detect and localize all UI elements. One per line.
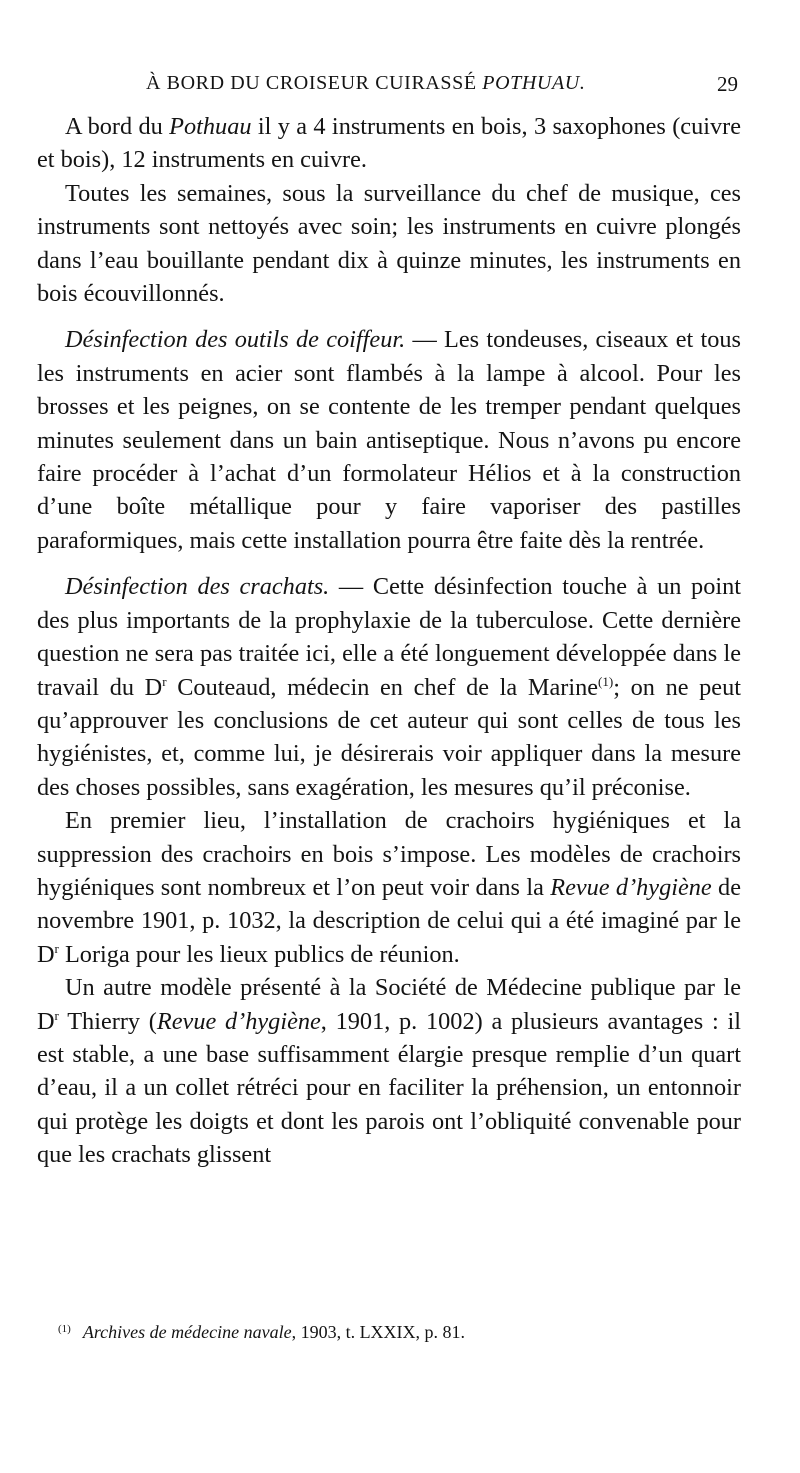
text-run: A bord du (65, 113, 170, 140)
running-title-prefix: À BORD DU CROISEUR CUIRASSÉ (146, 72, 483, 94)
journal-title: Revue d’hygiène (550, 873, 712, 901)
page-number: 29 (717, 72, 738, 96)
paragraph-barber-tools (37, 323, 741, 557)
text-run: Un autre modèle présenté à la Société de Médecine publique par le D (37, 974, 741, 1035)
text-run: ; on ne peut qu’approuver les conclusions de cet auteur qui sont celles de tous les hygiénistes, et, comme lui, je désirerais voir appliquer dans la mesure des choses possibles, sans exagération, les mesures qu’il préconise. (37, 673, 741, 801)
ship-name: Pothuau (169, 113, 252, 140)
paragraph-instrument-cleaning: Toutes les semaines, sous la surveillance du chef de musique, ces instruments sont nettoyés avec soin; les instruments en cuivre plongés dans l’eau bouillante pendant dix à quinze minutes, les instruments en bois écouvillonnés. (37, 179, 741, 308)
text-run: En premier lieu, l’installation de crachoirs hygiéniques et la suppression des crachoirs en bois s’impose. Les modèles de crachoirs hygiéniques sont nombreux et l’on peut voir dans la (37, 807, 741, 901)
running-header (38, 72, 742, 108)
section-heading-barber-tools: Désinfection des outils de coiffeur. (65, 326, 406, 354)
footnote-reference: (1) (598, 673, 614, 689)
text-run: il y a 4 instruments en bois, 3 saxophones (cuivre et bois), 12 instruments en cuivre. (37, 113, 741, 174)
footnote-journal: Archives de médecine navale (82, 1322, 292, 1342)
superscript: r (54, 940, 59, 956)
text-run: Loriga pour les lieux publics de réunion. (58, 940, 460, 968)
footnote-mark: (1) (58, 1323, 71, 1335)
paragraph-instruments-count (37, 110, 741, 177)
superscript: r (54, 1007, 59, 1023)
footnote-text: , 1903, t. LXXIX, p. 81. (291, 1322, 466, 1342)
text-run: de novembre 1901, p. 1032, la description de celui qui a été imaginé par le D (37, 873, 741, 968)
text-run: — Les tondeuses, ciseaux et tous les instruments en acier sont flambés à la lampe à alcool. Pour les brosses et les peignes, on se contente de les tremper pendant quelques minutes seulement dans un bain antiseptique. Nous n’avons pu encore faire procéder à l’achat d’un formolateur Hélios et à la construction d’une boîte métallique pour y faire vaporiser des pastilles paraformiques, mais cette installation pourra être faite dès la rentrée. (37, 326, 742, 554)
text-run: Couteaud, médecin en chef de la Marine (166, 673, 599, 701)
running-title (146, 72, 585, 95)
paragraph-sputum-disinfection (37, 570, 741, 804)
journal-title: Revue d’hygiène (156, 1007, 321, 1035)
running-title-ship: POTHUAU. (482, 72, 586, 94)
superscript: r (162, 673, 167, 689)
text-run: Thierry ( (58, 1007, 157, 1035)
footnote (58, 1316, 758, 1345)
body-text (37, 110, 741, 1172)
section-heading-sputum: Désinfection des crachats. (65, 573, 330, 601)
paragraph-other-model (37, 971, 741, 1171)
text-run: , 1901, p. 1002) a plusieurs avantages : il est stable, a une base suffisamment élargie presque remplie d’un quart d’eau, il a un collet rétréci pour en faciliter la préhension, un entonnoir qui protège les doigts et dont les parois ont l’obliquité convenable pour que les crachats glissent (37, 1007, 741, 1169)
text-run: — Cette désinfection touche à un point des plus importants de la prophylaxie de la tuberculose. Cette dernière question ne sera pas traitée ici, elle a été longuement développée dans le travail du D (37, 573, 741, 701)
paragraph-spittoons (37, 804, 741, 971)
